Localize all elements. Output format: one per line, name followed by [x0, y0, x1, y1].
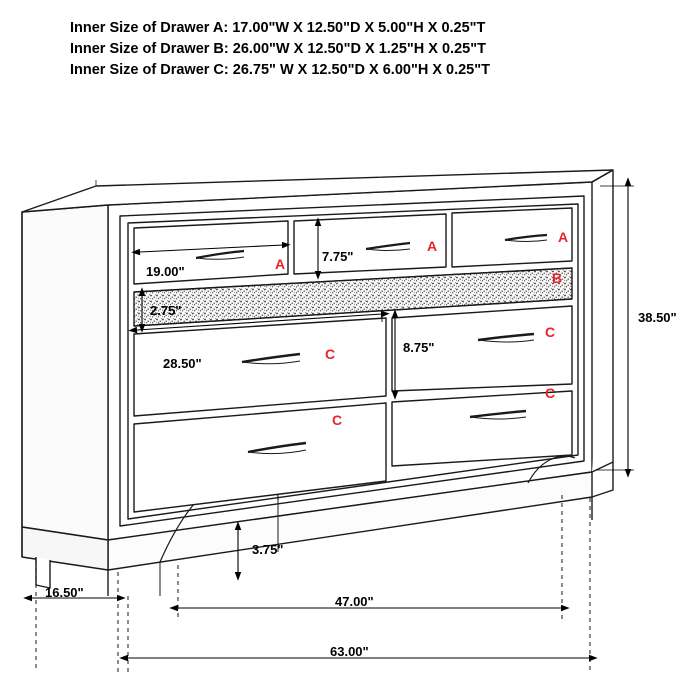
dim-overall-width: 63.00" [330, 644, 369, 659]
spec-line-drawer-c: Inner Size of Drawer C: 26.75" W X 12.50"D X 6.00"H X 0.25"T [70, 62, 490, 78]
dim-drawer-b-height: 2.75" [150, 303, 182, 318]
dim-drawer-c-width: 28.50" [163, 356, 202, 371]
dim-depth: 16.50" [45, 585, 84, 600]
tag-drawer-c-lower-left: C [332, 412, 343, 428]
tag-drawer-c-upper-right: C [545, 324, 556, 340]
tag-drawer-a-center: A [427, 238, 438, 254]
dim-overall-height: 38.50" [638, 310, 677, 325]
tag-drawer-c-upper-left: C [325, 346, 336, 362]
dim-drawer-a-height: 7.75" [322, 249, 354, 264]
dim-base-height: 3.75" [252, 542, 284, 557]
tag-drawer-a-right: A [558, 229, 569, 245]
dim-drawer-c-height: 8.75" [403, 340, 435, 355]
tag-drawer-b: B [552, 270, 563, 286]
spec-line-drawer-a: Inner Size of Drawer A: 17.00"W X 12.50"D X 5.00"H X 0.25"T [70, 20, 486, 36]
spec-line-drawer-b: Inner Size of Drawer B: 26.00"W X 12.50"D X 1.25"H X 0.25"T [70, 41, 486, 57]
dim-drawer-a-width: 19.00" [146, 264, 185, 279]
tag-drawer-c-lower-right: C [545, 385, 556, 401]
tag-drawer-a-left: A [275, 256, 286, 272]
dim-inner-width: 47.00" [335, 594, 374, 609]
